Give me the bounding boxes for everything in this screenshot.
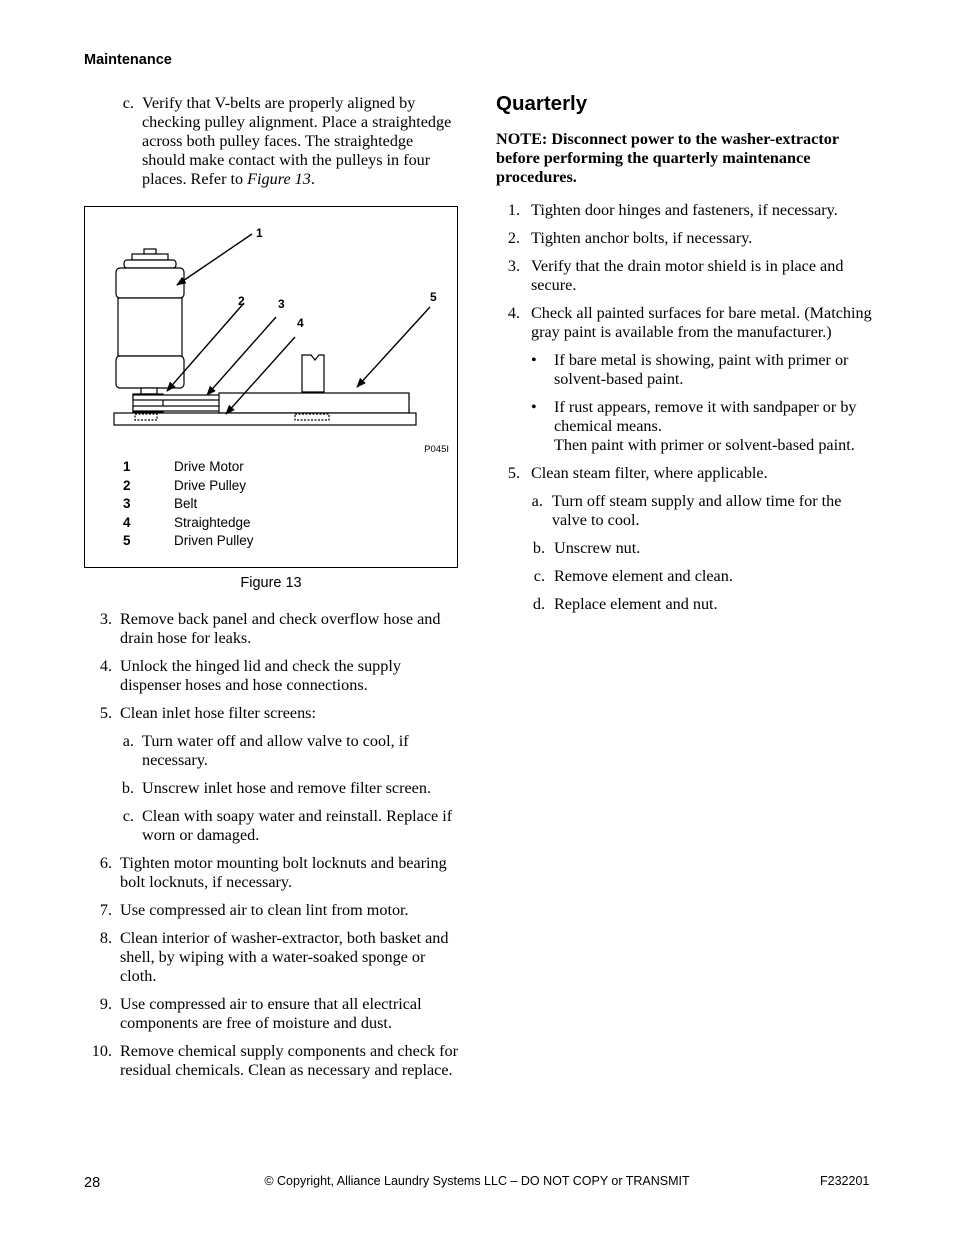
right-column xyxy=(496,90,876,623)
item-text: Use compressed air to ensure that all electrical components are free of moisture and dust. xyxy=(120,995,422,1032)
bullet-text: If bare metal is showing, paint with primer or solvent-based paint. xyxy=(554,351,849,388)
section-header: Maintenance xyxy=(84,52,172,68)
sub-list-item xyxy=(531,567,876,586)
item-text: Remove element and clean. xyxy=(554,567,733,585)
item-text: Tighten door hinges and fasteners, if necessary. xyxy=(531,201,838,219)
bullet-item xyxy=(531,351,876,389)
bullet-icon: • xyxy=(531,351,537,369)
item-number: 9. xyxy=(99,995,112,1013)
item-letter: b. xyxy=(532,539,545,557)
legend-label: Drive Motor xyxy=(174,459,244,474)
list-item xyxy=(496,464,876,483)
callout-4: 4 xyxy=(297,316,304,330)
legend-row xyxy=(123,477,254,496)
figure-code: P045I xyxy=(424,444,449,455)
item-number: 5. xyxy=(99,704,112,722)
item-number: 3. xyxy=(507,257,520,275)
item-text: Unscrew nut. xyxy=(554,539,641,557)
item-number: 4. xyxy=(507,304,520,322)
list-item xyxy=(496,304,876,342)
list-item xyxy=(84,929,460,986)
legend-label: Drive Pulley xyxy=(174,477,247,493)
straightedge xyxy=(114,413,416,425)
sub-list-item xyxy=(531,595,876,614)
item-text: Replace element and nut. xyxy=(554,595,718,613)
page-number: 28 xyxy=(84,1175,101,1191)
list-item xyxy=(496,201,876,220)
bullet-item xyxy=(531,398,876,455)
legend-label: Driven Pulley xyxy=(174,533,254,549)
item-letter: c. xyxy=(122,807,134,825)
item-number: 7. xyxy=(99,901,112,919)
callout-5: 5 xyxy=(430,290,437,304)
list-item xyxy=(84,1042,460,1080)
figure-caption: Figure 13 xyxy=(240,575,302,591)
callout-1: 1 xyxy=(256,226,263,240)
figure-reference: Figure 13 xyxy=(247,170,311,188)
legend-row xyxy=(123,458,254,477)
item-text: Unscrew inlet hose and remove filter screen. xyxy=(142,779,432,797)
list-item xyxy=(84,657,460,695)
list-item xyxy=(84,995,460,1033)
item-number: 1. xyxy=(507,201,520,219)
legend-number: 4 xyxy=(123,514,131,530)
item-letter: c. xyxy=(533,567,545,585)
item-text: Clean interior of washer-extractor, both basket and shell, by wiping with a water-soaked sponge or cloth. xyxy=(120,929,449,985)
legend-row xyxy=(123,514,254,533)
item-number: 4. xyxy=(99,657,112,675)
item-text: Clean inlet hose filter screens: xyxy=(120,704,316,722)
bullet-text: If rust appears, remove it with sandpaper or by chemical means. Then paint with primer or solvent-based paint. xyxy=(554,398,857,454)
item-number: 10. xyxy=(91,1042,112,1060)
sub-list-item xyxy=(120,807,460,845)
item-text: Check all painted surfaces for bare metal. (Matching gray paint is available from the manufacturer.) xyxy=(531,304,872,341)
list-item xyxy=(84,901,460,920)
legend-number: 5 xyxy=(123,533,131,549)
shaft-post xyxy=(302,355,324,392)
drive-motor xyxy=(116,249,184,394)
item-text: Tighten anchor bolts, if necessary. xyxy=(531,229,753,247)
figure-13 xyxy=(84,206,458,568)
item-number: 5. xyxy=(507,464,520,482)
item-text: Verify that V-belts are properly aligned by checking pulley alignment. Place a straightedge across both pulley faces. The straightedge should make contact with the pulleys in four places. Refer to Figure 13. xyxy=(142,94,452,188)
item-letter: c. xyxy=(122,94,134,112)
figure-legend xyxy=(123,458,254,551)
item-number: 2. xyxy=(507,229,520,247)
legend-number: 1 xyxy=(123,459,131,474)
item-text: Verify that the drain motor shield is in place and secure. xyxy=(531,257,844,294)
item-text: Remove back panel and check overflow hose and drain hose for leaks. xyxy=(120,610,441,647)
sub-list-item xyxy=(120,779,460,798)
bullet-icon: • xyxy=(531,398,537,416)
item-text: Remove chemical supply components and check for residual chemicals. Clean as necessary and replace. xyxy=(120,1042,459,1079)
list-item xyxy=(120,94,460,189)
item-number: 3. xyxy=(99,610,112,628)
driven-pulley xyxy=(219,393,409,413)
item-text: Unlock the hinged lid and check the supply dispenser hoses and hose connections. xyxy=(120,657,401,694)
note-text: NOTE: Disconnect power to the washer-extractor before performing the quarterly maintenance procedures. xyxy=(496,130,839,186)
list-item xyxy=(84,854,460,892)
sub-list-item xyxy=(531,539,876,558)
legend-row xyxy=(123,532,254,551)
item-number: 8. xyxy=(99,929,112,947)
item-letter: a. xyxy=(122,732,134,750)
item-letter: d. xyxy=(532,595,545,613)
sub-list-item xyxy=(120,732,460,770)
item-text: Turn water off and allow valve to cool, if necessary. xyxy=(142,732,409,769)
item-number: 6. xyxy=(99,854,112,872)
item-letter: a. xyxy=(531,492,543,510)
legend-label: Straightedge xyxy=(174,514,251,530)
legend-number: 3 xyxy=(123,496,131,512)
legend-number: 2 xyxy=(123,477,131,493)
sub-list-item xyxy=(531,492,876,530)
list-item xyxy=(84,610,460,648)
callout-2: 2 xyxy=(238,294,245,308)
list-item xyxy=(496,229,876,248)
item-text: Clean with soapy water and reinstall. Replace if worn or damaged. xyxy=(142,807,453,844)
item-letter: b. xyxy=(121,779,134,797)
document-code: F232201 xyxy=(820,1174,870,1188)
list-item xyxy=(84,704,460,723)
copyright-notice: © Copyright, Alliance Laundry Systems LLC – DO NOT COPY or TRANSMIT xyxy=(264,1174,690,1188)
item-text: Use compressed air to clean lint from motor. xyxy=(120,901,409,919)
left-column xyxy=(84,94,460,1089)
item-text: Tighten motor mounting bolt locknuts and bearing bolt locknuts, if necessary. xyxy=(120,854,447,891)
item-text: Turn off steam supply and allow time for the valve to cool. xyxy=(551,492,842,529)
section-title: Quarterly xyxy=(496,92,588,115)
legend-label: Belt xyxy=(174,496,198,512)
callout-3: 3 xyxy=(278,297,285,311)
legend-row xyxy=(123,495,254,514)
list-item xyxy=(496,257,876,295)
item-text: Clean steam filter, where applicable. xyxy=(531,464,768,482)
